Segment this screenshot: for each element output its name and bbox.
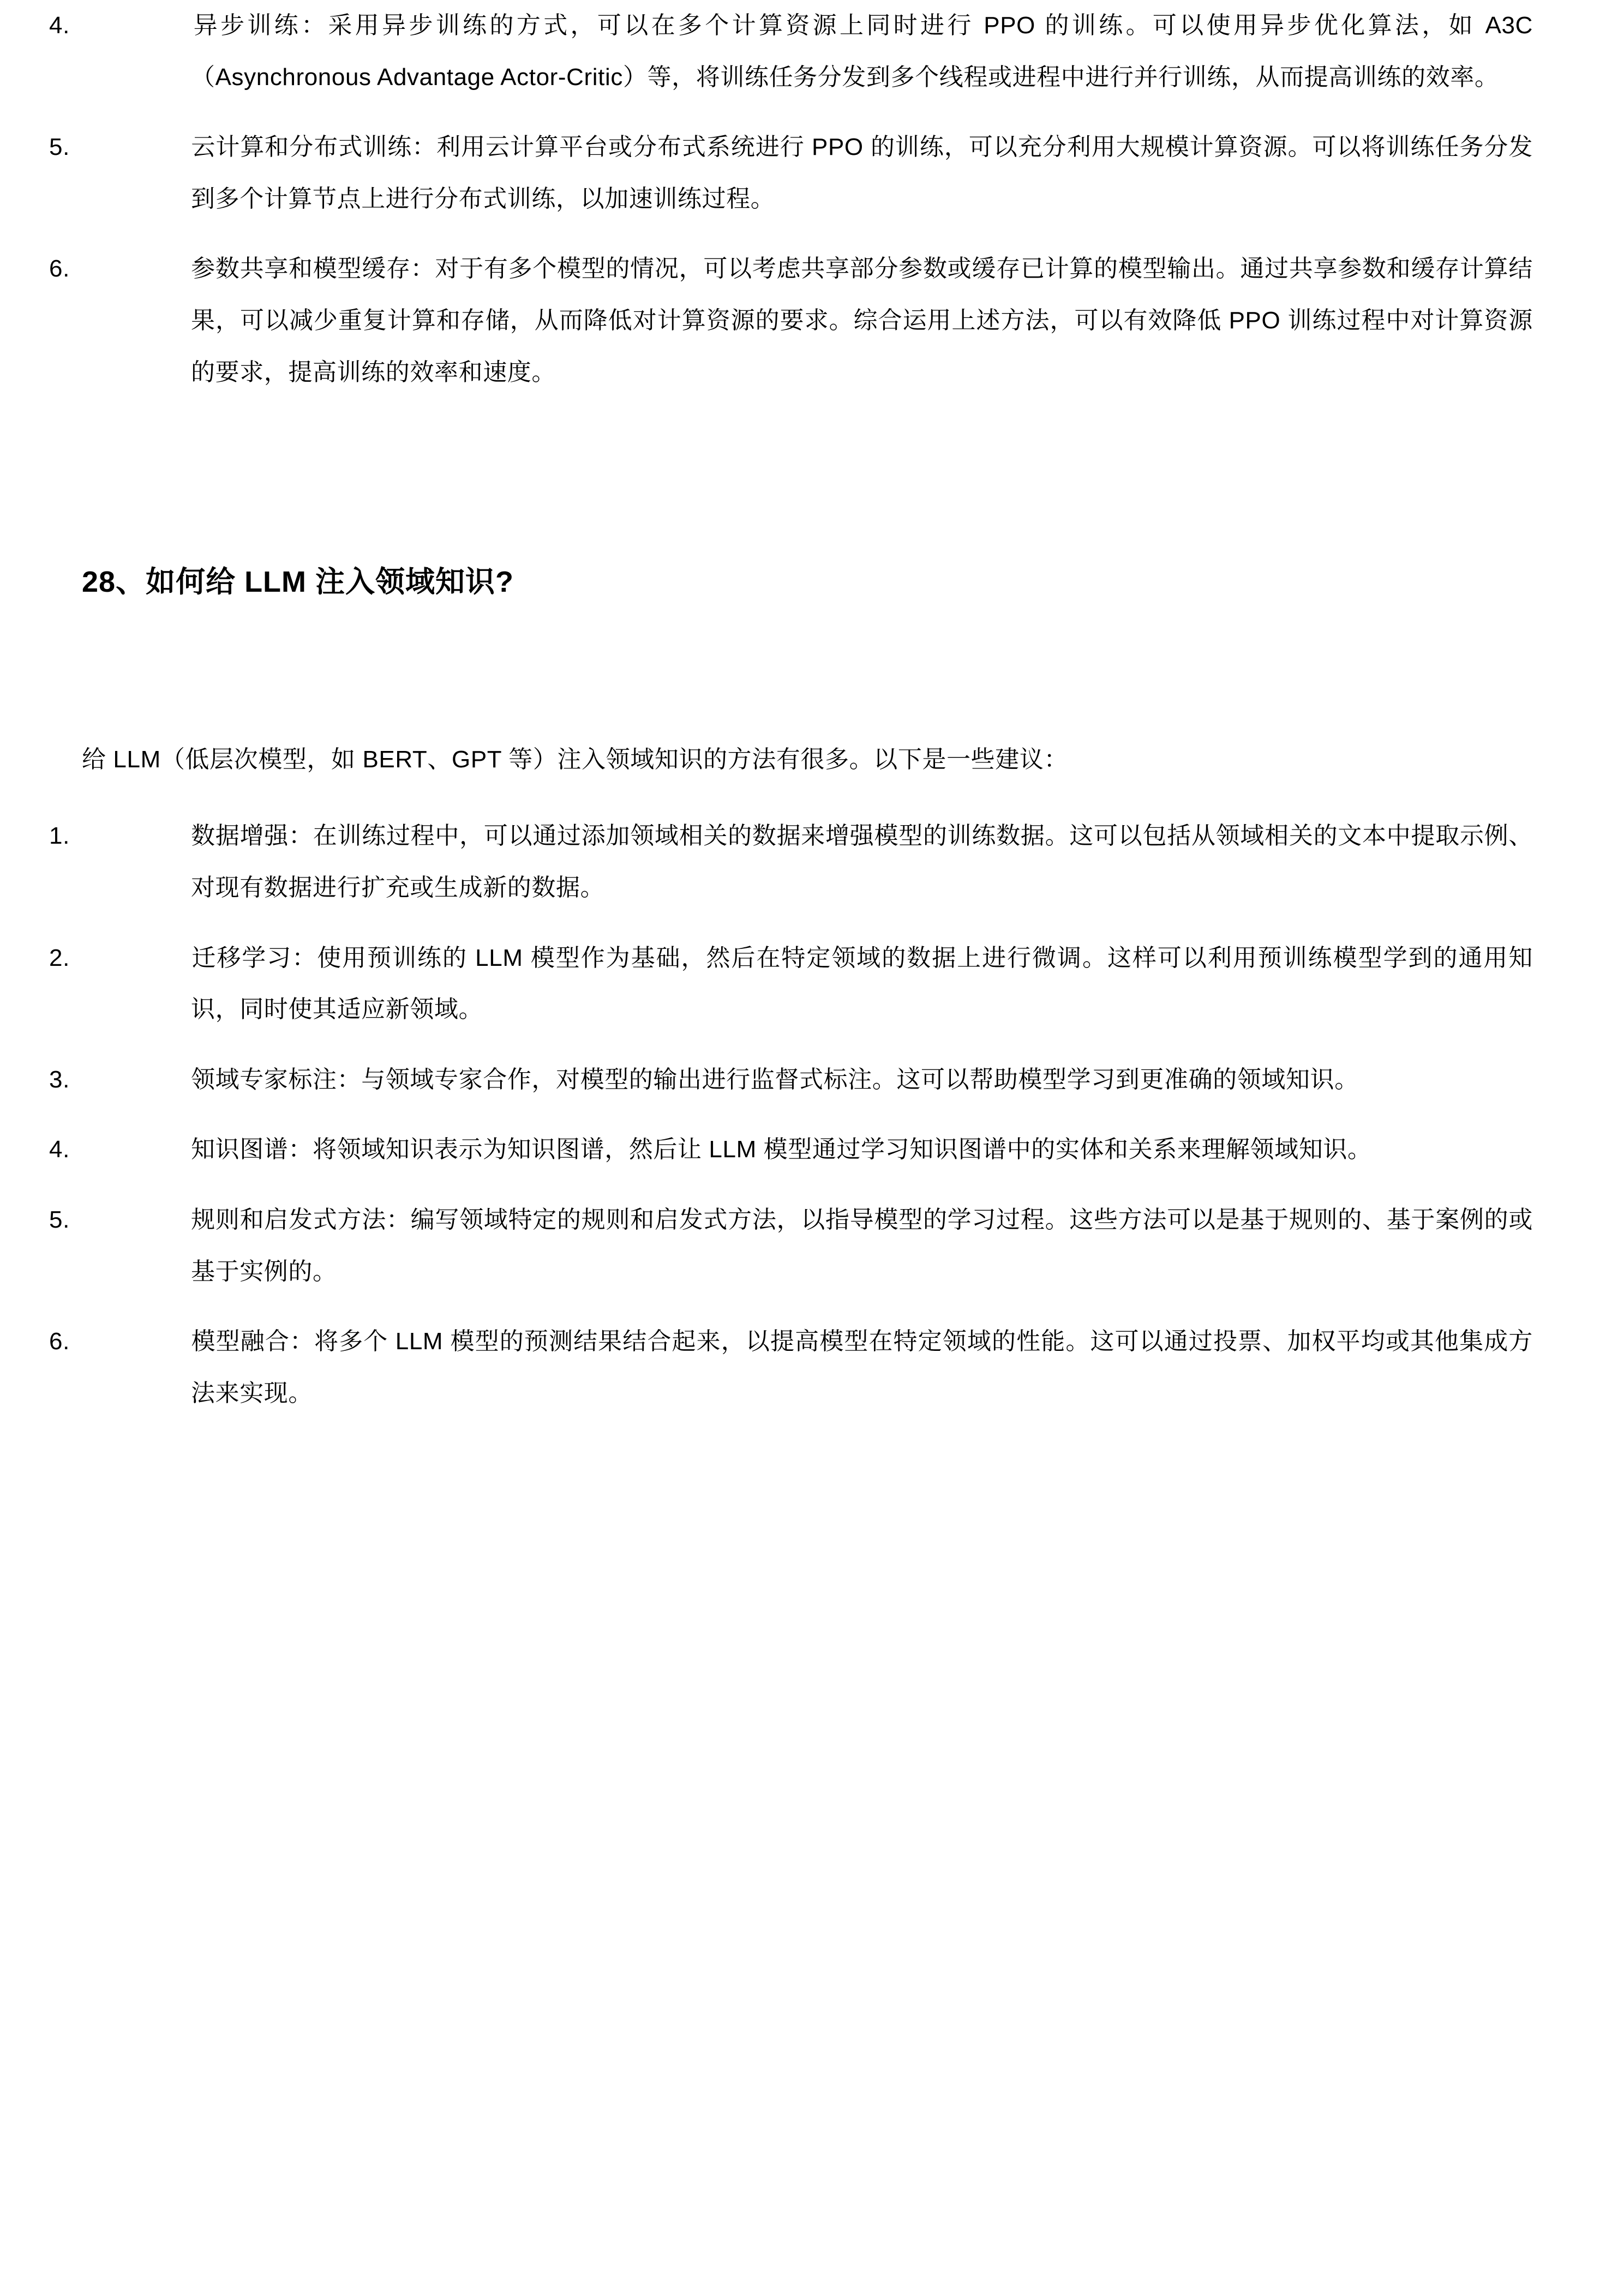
list-item bbox=[49, 0, 1533, 103]
list-item-text: 异步训练：采用异步训练的方式，可以在多个计算资源上同时进行 PPO 的训练。可以使用异步优化算法，如 A3C（Asynchronous Advantage Actor-Critic）等，将训练任务分发到多个线程或进程中进行并行训练，从而提高训练的效率。 bbox=[191, 12, 1533, 91]
section-intro-paragraph: 给 LLM（低层次模型，如 BERT、GPT 等）注入领域知识的方法有很多。以下是一些建议： bbox=[82, 746, 1069, 773]
list-item bbox=[49, 933, 1533, 1036]
list-item bbox=[49, 243, 1533, 398]
list-item bbox=[49, 1054, 1533, 1106]
section-heading-block bbox=[82, 562, 1533, 603]
list-item bbox=[49, 810, 1533, 913]
list-item bbox=[49, 122, 1533, 225]
list-marker: 4. bbox=[49, 1136, 70, 1163]
answer-numbered-list bbox=[49, 810, 1533, 1419]
page-title: 28、如何给 LLM 注入领域知识? bbox=[82, 566, 514, 599]
list-marker: 4. bbox=[49, 12, 70, 39]
list-item-text: 参数共享和模型缓存：对于有多个模型的情况，可以考虑共享部分参数或缓存已计算的模型输出。通过共享参数和缓存计算结果，可以减少重复计算和存储，从而降低对计算资源的要求。综合运用上述方法，可以有效降低 PPO 训练过程中对计算资源的要求，提高训练的效率和速度。 bbox=[191, 255, 1533, 386]
list-marker: 1. bbox=[49, 822, 70, 850]
list-item-text: 规则和启发式方法：编写领域特定的规则和启发式方法，以指导模型的学习过程。这些方法可以是基于规则的、基于案例的或基于实例的。 bbox=[191, 1206, 1533, 1285]
list-marker: 6. bbox=[49, 255, 70, 283]
list-marker: 3. bbox=[49, 1066, 70, 1093]
page-content bbox=[49, 0, 1533, 1438]
list-item-text: 领域专家标注：与领域专家合作，对模型的输出进行监督式标注。这可以帮助模型学习到更准确的领域知识。 bbox=[191, 1066, 1359, 1093]
continued-numbered-list bbox=[49, 0, 1533, 398]
list-item bbox=[49, 1316, 1533, 1419]
list-item-text: 知识图谱：将领域知识表示为知识图谱，然后让 LLM 模型通过学习知识图谱中的实体和关系来理解领域知识。 bbox=[191, 1136, 1372, 1163]
list-marker: 5. bbox=[49, 134, 70, 161]
list-item-text: 云计算和分布式训练：利用云计算平台或分布式系统进行 PPO 的训练，可以充分利用大规模计算资源。可以将训练任务分发到多个计算节点上进行分布式训练，以加速训练过程。 bbox=[191, 134, 1533, 212]
list-item-text: 数据增强：在训练过程中，可以通过添加领域相关的数据来增强模型的训练数据。这可以包括从领域相关的文本中提取示例、对现有数据进行扩充或生成新的数据。 bbox=[191, 822, 1533, 901]
list-item bbox=[49, 1124, 1533, 1176]
list-marker: 2. bbox=[49, 944, 70, 971]
list-marker: 5. bbox=[49, 1206, 70, 1233]
list-item-text: 迁移学习：使用预训练的 LLM 模型作为基础，然后在特定领域的数据上进行微调。这样可以利用预训练模型学到的通用知识，同时使其适应新领域。 bbox=[191, 944, 1533, 1023]
list-item bbox=[49, 1194, 1533, 1297]
list-item-text: 模型融合：将多个 LLM 模型的预测结果结合起来，以提高模型在特定领域的性能。这可以通过投票、加权平均或其他集成方法来实现。 bbox=[191, 1328, 1533, 1407]
list-marker: 6. bbox=[49, 1328, 70, 1355]
